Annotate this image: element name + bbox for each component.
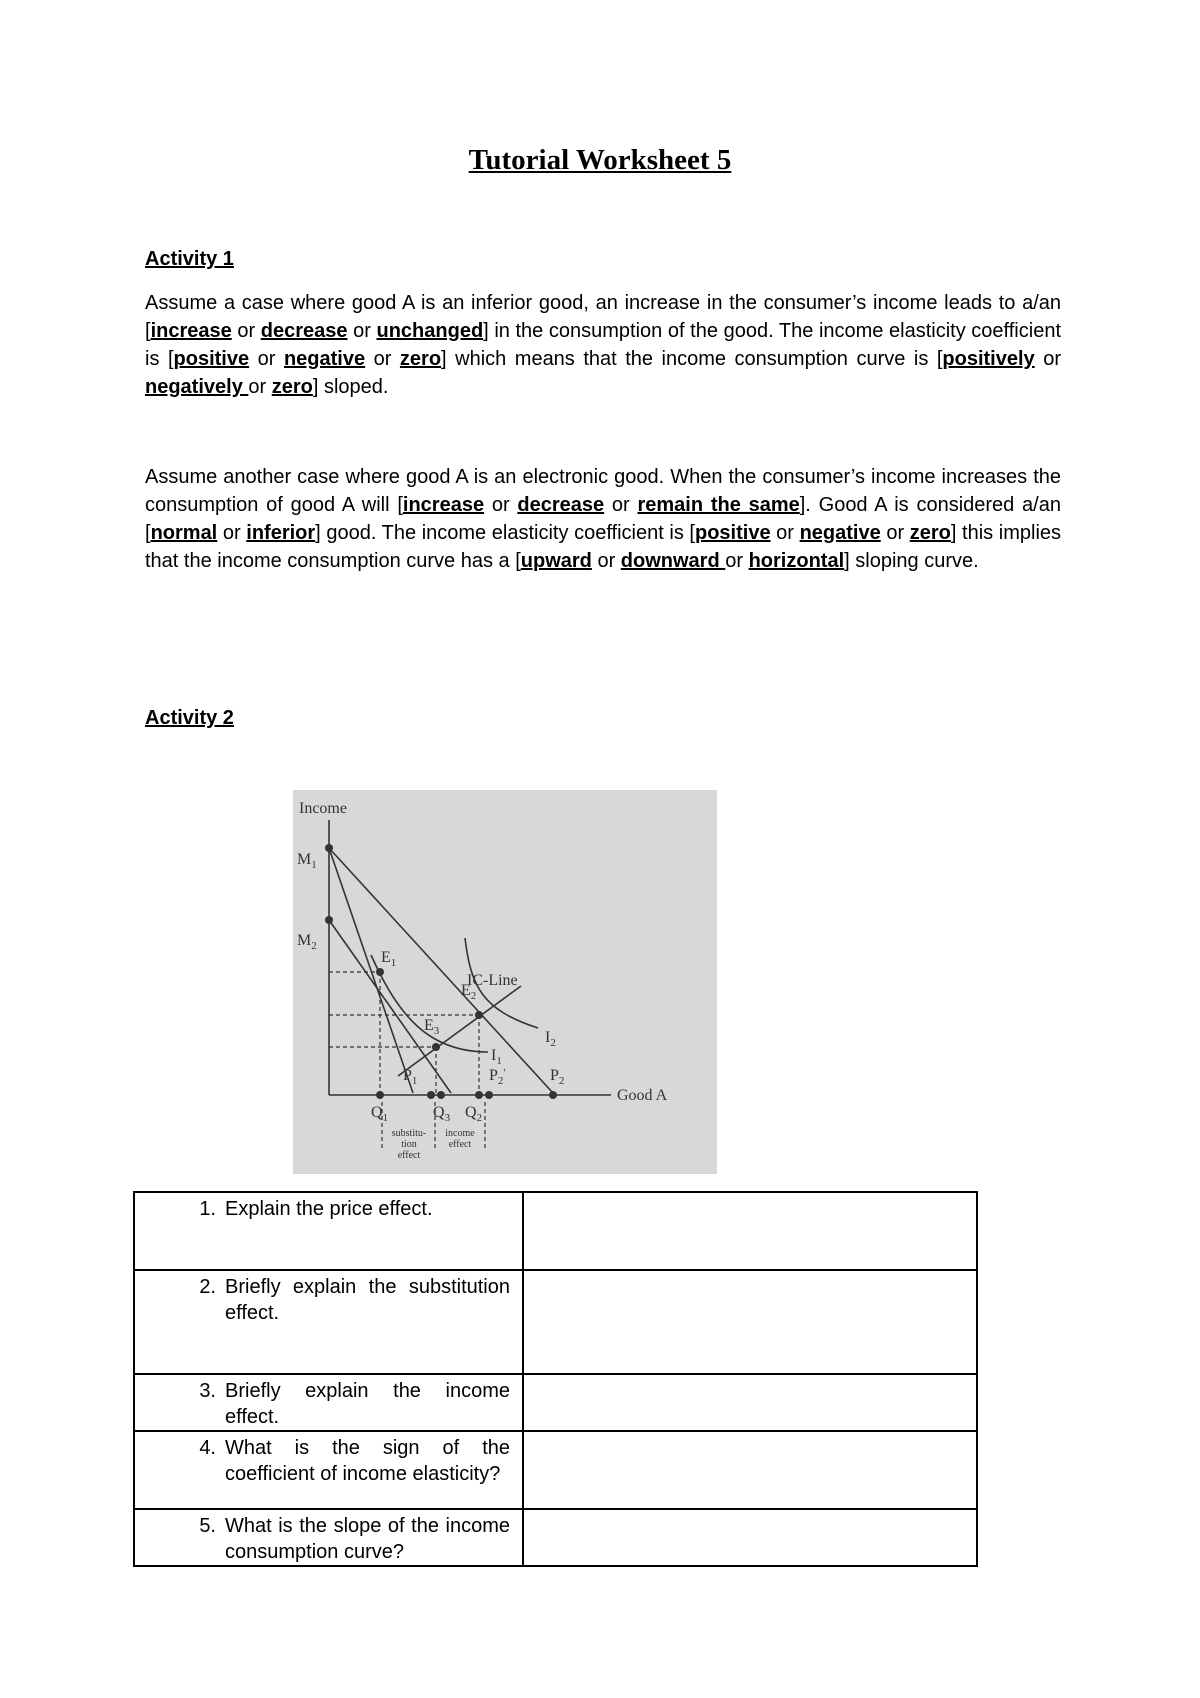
question-text: What is the slope of the income consumption curve? <box>225 1515 510 1563</box>
label-e2: $E_2$ <box>461 982 477 1002</box>
option-increase: increase <box>150 320 232 342</box>
question-number: 4. <box>199 1437 216 1459</box>
questions-table <box>133 1191 978 1567</box>
option-positive: positive <box>173 348 250 370</box>
label-q1: $Q_1$ <box>371 1104 389 1124</box>
question-number: 2. <box>199 1276 216 1298</box>
substitution-effect-label-1: substitu- <box>391 1128 427 1139</box>
option-negatively: negatively <box>145 376 249 398</box>
activity-1-paragraph-2: Assume another case where good A is an electronic good. When the consumer’s income increases the consumption of good A will [increase or decrease or remain the same]. Good A is considered a/an [normal or inferior] good. The income elasticity coefficient is [positive or negative or zero] this implies that the income consumption curve has a [upward or downward or horizontal] sloping curve. <box>145 466 1062 572</box>
question-text: Briefly explain the substitution effect. <box>225 1276 510 1324</box>
question-cell <box>134 1431 523 1509</box>
option-negative: negative <box>799 522 881 544</box>
option-remain-the-same: remain the same <box>637 494 800 516</box>
label-i2: $I_2$ <box>545 1029 556 1049</box>
label-e3: $E_3$ <box>424 1017 440 1037</box>
label-m2: $M_2$ <box>297 932 317 952</box>
option-decrease: decrease <box>517 494 605 516</box>
substitution-effect-label-2: tion <box>401 1139 417 1150</box>
income-substitution-diagram <box>293 790 717 1174</box>
option-increase: increase <box>402 494 485 516</box>
x-axis-label: Good A <box>617 1087 668 1104</box>
question-cell <box>134 1509 523 1566</box>
question-number: 5. <box>199 1515 216 1537</box>
income-effect-label-2: effect <box>448 1139 472 1150</box>
option-inferior: inferior <box>246 522 316 544</box>
label-q2: $Q_2$ <box>465 1104 483 1124</box>
option-normal: normal <box>150 522 218 544</box>
option-zero: zero <box>399 348 442 370</box>
answer-cell[interactable] <box>523 1509 977 1566</box>
question-text: What is the sign of the coefficient of income elasticity? <box>225 1437 510 1485</box>
answer-cell[interactable] <box>523 1270 977 1374</box>
activity-1-paragraph-1: Assume a case where good A is an inferior good, an increase in the consumer’s income leads to a/an [increase or decrease or unchanged] in the consumption of the good. The income elasticity coefficient is [positive or negative or zero] which means that the income consumption curve is [positively or negatively or zero] sloped. <box>145 292 1061 398</box>
activity-2-heading: Activity 2 <box>145 707 234 729</box>
question-cell <box>134 1374 523 1431</box>
label-p2-prime: $P_2'$ <box>489 1067 506 1087</box>
table-row <box>134 1374 977 1431</box>
label-q3: $Q_3$ <box>433 1104 451 1124</box>
answer-cell[interactable] <box>523 1374 977 1431</box>
option-horizontal: horizontal <box>748 550 845 572</box>
option-negative: negative <box>283 348 366 370</box>
table-row <box>134 1270 977 1374</box>
option-unchanged: unchanged <box>376 320 484 342</box>
option-downward: downward <box>620 550 726 572</box>
activity-1-heading: Activity 1 <box>145 248 234 270</box>
option-decrease: decrease <box>260 320 348 342</box>
option-positively: positively <box>942 348 1035 370</box>
question-cell <box>134 1270 523 1374</box>
question-number: 1. <box>199 1198 216 1220</box>
label-e1: $E_1$ <box>381 949 397 969</box>
option-positive: positive <box>695 522 771 544</box>
question-text: Briefly explain the income effect. <box>225 1380 510 1428</box>
label-p1: $P_1$ <box>403 1067 418 1087</box>
income-effect-label-1: income <box>445 1128 475 1139</box>
option-upward: upward <box>520 550 592 572</box>
option-zero: zero <box>909 522 951 544</box>
table-row <box>134 1192 977 1270</box>
substitution-effect-label-3: effect <box>397 1150 421 1161</box>
label-i1: $I_1$ <box>491 1047 502 1067</box>
option-zero-slope: zero <box>271 376 313 398</box>
label-m1: $M_1$ <box>297 851 317 871</box>
question-cell <box>134 1192 523 1270</box>
ic-line-label: IC-Line <box>467 972 518 989</box>
question-number: 3. <box>199 1380 216 1402</box>
answer-cell[interactable] <box>523 1192 977 1270</box>
y-axis-label: Income <box>299 800 347 817</box>
question-text: Explain the price effect. <box>225 1198 433 1220</box>
table-row <box>134 1431 977 1509</box>
table-row <box>134 1509 977 1566</box>
answer-cell[interactable] <box>523 1431 977 1509</box>
page-title: Tutorial Worksheet 5 <box>468 144 732 176</box>
label-p2: $P_2$ <box>550 1067 565 1087</box>
